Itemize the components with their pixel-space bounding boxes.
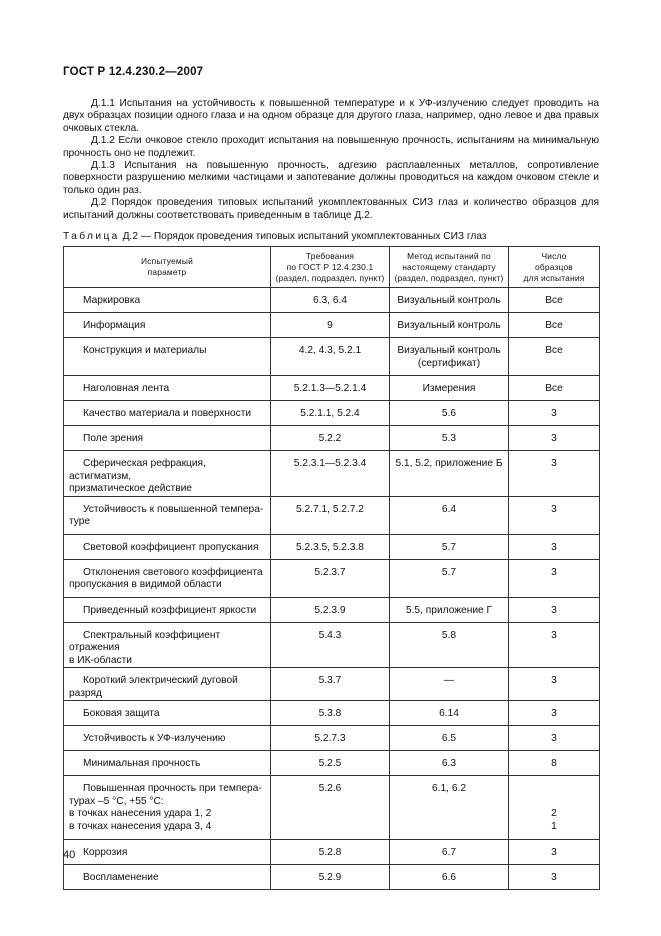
cell-test-method <box>390 559 509 597</box>
cell-line: Минимальная прочность <box>83 758 201 769</box>
cell-line: 5.4.3 <box>318 629 342 641</box>
cell-test-method <box>390 338 509 376</box>
cell-sample-count <box>509 288 600 313</box>
cell-line: в точках нанесения удара 3, 4 <box>69 820 212 832</box>
table-row <box>64 376 600 401</box>
cell-sample-count <box>509 701 600 726</box>
cell-line: 6.3, 6.4 <box>313 295 347 306</box>
cell-line: 6.6 <box>441 872 457 883</box>
table-row <box>64 840 600 865</box>
cell-line: (сертификат) <box>417 357 481 369</box>
cell-line: 3 <box>551 566 557 578</box>
cell-line: по ГОСТ Р 12.4.230.1 <box>286 261 374 272</box>
cell-sample-count <box>509 559 600 597</box>
table-row <box>64 401 600 426</box>
cell-line: 3 <box>551 503 557 515</box>
cell-line: Световой коэффициент пропускания <box>83 541 259 553</box>
cell-requirements <box>271 401 390 426</box>
cell-line: 5.2.9 <box>318 872 342 883</box>
cell-requirements <box>271 338 390 376</box>
cell-line: 3 <box>551 872 557 883</box>
table-caption <box>63 231 487 242</box>
cell-line: — <box>443 675 455 686</box>
cell-test-method <box>390 668 509 701</box>
cell-test-method <box>390 376 509 401</box>
cell-line: Короткий электрический дуговой разряд <box>69 675 238 699</box>
cell-line: Устойчивость к УФ-излучению <box>83 733 226 744</box>
cell-line: 5.2.7.1, 5.2.7.2 <box>296 503 364 515</box>
document-code-header: ГОСТ Р 12.4.230.2—2007 <box>63 66 204 78</box>
cell-line: 3 <box>551 847 557 858</box>
cell-line: Все <box>545 345 563 356</box>
cell-line: 4.2, 4.3, 5.2.1 <box>298 345 362 356</box>
cell-line: Качество материала и поверхности <box>83 408 252 419</box>
cell-sample-count <box>509 668 600 701</box>
table-row <box>64 338 600 376</box>
cell-line: 1 <box>551 820 557 832</box>
cell-requirements <box>271 751 390 776</box>
cell-line: 5.2.6 <box>318 783 342 794</box>
cell-line: 3 <box>551 675 557 686</box>
cell-test-method <box>390 496 509 534</box>
cell-line: 5.3.8 <box>318 708 342 719</box>
cell-line: для испытания <box>523 272 585 283</box>
cell-line: туре <box>69 516 91 527</box>
cell-parameter <box>64 865 271 890</box>
cell-line: Наголовная лента <box>83 383 170 394</box>
header-requirements <box>271 247 390 288</box>
cell-line: 3 <box>551 708 557 719</box>
cell-line: Спектральный коэффициент отражения <box>69 629 221 653</box>
cell-line: Приведенный коэффициент яркости <box>83 604 257 616</box>
table-row <box>64 451 600 497</box>
cell-parameter <box>64 726 271 751</box>
cell-parameter <box>64 622 271 668</box>
cell-requirements <box>271 726 390 751</box>
table-row <box>64 559 600 597</box>
table-row <box>64 865 600 890</box>
table-row <box>64 668 600 701</box>
cell-line: 5.5, приложение Г <box>405 604 493 616</box>
table-row <box>64 622 600 668</box>
cell-line: 5.2.5 <box>318 758 342 769</box>
cell-line: турах –5 °С, +55 °С: <box>69 795 164 807</box>
cell-line: Визуальный контроль <box>397 345 501 356</box>
cell-line: настоящему стандарту <box>402 261 496 272</box>
cell-requirements <box>271 559 390 597</box>
cell-line: Воспламенение <box>83 872 159 883</box>
cell-line: 3 <box>551 604 557 616</box>
cell-sample-count <box>509 338 600 376</box>
cell-line: 3 <box>551 733 557 744</box>
cell-test-method <box>390 865 509 890</box>
cell-parameter <box>64 401 271 426</box>
table-row <box>64 496 600 534</box>
cell-test-method <box>390 288 509 313</box>
cell-line: параметр <box>147 267 187 277</box>
cell-test-method <box>390 840 509 865</box>
cell-line: Отклонения светового коэффициента <box>83 566 263 578</box>
cell-line: 6.5 <box>441 733 457 744</box>
table-caption-text: Д.2 — Порядок проведения типовых испытаний укомплектованных СИЗ глаз <box>122 231 487 242</box>
cell-line: 9 <box>327 320 333 331</box>
table-row <box>64 776 600 840</box>
cell-line: 5.8 <box>441 629 457 641</box>
page-number: 40 <box>63 849 76 861</box>
cell-requirements <box>271 668 390 701</box>
cell-test-method <box>390 401 509 426</box>
cell-line: в точках нанесения удара 1, 2 <box>69 808 212 819</box>
cell-test-method <box>390 426 509 451</box>
cell-line: Число <box>541 250 567 261</box>
table-row <box>64 726 600 751</box>
cell-test-method <box>390 313 509 338</box>
body-text <box>63 98 599 222</box>
cell-parameter <box>64 288 271 313</box>
cell-line: 6.4 <box>441 503 457 515</box>
cell-sample-count <box>509 726 600 751</box>
cell-line: Визуальный контроль <box>397 320 501 331</box>
cell-requirements <box>271 376 390 401</box>
table-header-row <box>64 247 600 288</box>
table-row <box>64 751 600 776</box>
cell-parameter <box>64 668 271 701</box>
cell-parameter <box>64 559 271 597</box>
cell-sample-count <box>509 622 600 668</box>
cell-requirements <box>271 534 390 559</box>
table-row <box>64 288 600 313</box>
cell-parameter <box>64 840 271 865</box>
cell-parameter <box>64 426 271 451</box>
paragraph-d-1-3: Д.1.3 Испытания на повышенную прочность, адгезию расплавленных металлов, сопротивление поверхности разрушению мелкими частицами и запотевание должны проводиться на каждом очковом стекле и только один раз. <box>63 160 599 196</box>
cell-line: 6.14 <box>439 708 459 719</box>
table-row <box>64 534 600 559</box>
cell-test-method <box>390 751 509 776</box>
cell-test-method <box>390 597 509 622</box>
cell-parameter <box>64 597 271 622</box>
cell-line: Поле зрения <box>83 433 144 444</box>
cell-requirements <box>271 840 390 865</box>
cell-line: Информация <box>83 320 146 331</box>
cell-requirements <box>271 426 390 451</box>
cell-line: 5.3.7 <box>318 675 342 686</box>
cell-line: Повышенная прочность при темпера- <box>83 783 262 794</box>
cell-line: призматическое действие <box>69 483 192 494</box>
header-parameter <box>64 247 271 288</box>
header-test-method <box>390 247 509 288</box>
cell-requirements <box>271 496 390 534</box>
table-row <box>64 701 600 726</box>
cell-sample-count <box>509 376 600 401</box>
cell-sample-count <box>509 401 600 426</box>
cell-requirements <box>271 597 390 622</box>
cell-line: образцов <box>535 261 573 272</box>
cell-parameter <box>64 451 271 497</box>
cell-test-method <box>390 622 509 668</box>
cell-line: 5.2.1.3—5.2.1.4 <box>293 383 367 394</box>
cell-line: 5.2.2 <box>318 433 342 444</box>
cell-line: 3 <box>551 629 557 641</box>
cell-line: Измерения <box>422 383 476 394</box>
cell-parameter <box>64 751 271 776</box>
cell-line: Требования <box>305 250 355 261</box>
cell-sample-count <box>509 840 600 865</box>
cell-test-method <box>390 726 509 751</box>
cell-requirements <box>271 776 390 840</box>
cell-line: 5.2.8 <box>318 847 342 858</box>
cell-parameter <box>64 701 271 726</box>
cell-sample-count <box>509 496 600 534</box>
cell-line: Визуальный контроль <box>397 295 501 306</box>
cell-line: 5.2.3.5, 5.2.3.8 <box>296 541 364 553</box>
cell-requirements <box>271 701 390 726</box>
cell-sample-count <box>509 451 600 497</box>
cell-line: Все <box>545 320 563 331</box>
cell-sample-count <box>509 751 600 776</box>
cell-line: 6.1, 6.2 <box>432 783 466 794</box>
cell-parameter <box>64 534 271 559</box>
cell-requirements <box>271 313 390 338</box>
cell-parameter <box>64 313 271 338</box>
test-order-table <box>63 246 600 890</box>
cell-sample-count <box>509 597 600 622</box>
cell-line: 5.2.3.9 <box>314 604 346 616</box>
cell-line: Маркировка <box>83 295 141 306</box>
cell-line: пропускания в видимой области <box>69 579 222 590</box>
cell-line: Коррозия <box>83 847 128 858</box>
cell-line: 8 <box>551 758 557 769</box>
cell-line: 5.2.3.7 <box>314 566 346 578</box>
cell-test-method <box>390 451 509 497</box>
cell-line: 6.3 <box>441 758 457 769</box>
cell-test-method <box>390 701 509 726</box>
cell-line: Конструкция и материалы <box>83 345 207 356</box>
cell-line: Все <box>545 295 563 306</box>
cell-requirements <box>271 622 390 668</box>
cell-line: 5.2.7.3 <box>314 733 346 744</box>
cell-sample-count <box>509 426 600 451</box>
cell-parameter <box>64 376 271 401</box>
cell-line: Испытуемый <box>141 256 193 266</box>
header-sample-count <box>509 247 600 288</box>
cell-line: Все <box>545 383 563 394</box>
cell-parameter <box>64 338 271 376</box>
table-row <box>64 313 600 338</box>
cell-line: 5.2.3.1—5.2.3.4 <box>293 458 367 469</box>
cell-line: 3 <box>551 458 557 469</box>
cell-parameter <box>64 496 271 534</box>
cell-line: Устойчивость к повышенной темпера- <box>83 503 264 515</box>
cell-requirements <box>271 451 390 497</box>
cell-requirements <box>271 288 390 313</box>
cell-line: 5.6 <box>441 408 457 419</box>
cell-test-method <box>390 534 509 559</box>
cell-line: Сферическая рефракция, астигматизм, <box>69 458 206 482</box>
paragraph-d-2: Д.2 Порядок проведения типовых испытаний укомплектованных СИЗ глаз и количество образцов для испытаний должны соответствовать приведенным в таблице Д.2. <box>63 197 599 221</box>
cell-line: Боковая защита <box>83 708 160 719</box>
table-row <box>64 426 600 451</box>
cell-test-method <box>390 776 509 840</box>
cell-line: 3 <box>551 408 557 419</box>
cell-line: 5.7 <box>441 566 457 578</box>
cell-line: (раздел, подраздел, пункт) <box>275 272 385 283</box>
cell-sample-count <box>509 865 600 890</box>
cell-line: 5.2.1.1, 5.2.4 <box>300 408 360 419</box>
cell-line: 5.1, 5.2, приложение Б <box>395 458 503 469</box>
paragraph-d-1-1: Д.1.1 Испытания на устойчивость к повышенной температуре и к УФ-излучению следует проводить на двух образцах позиции одного глаза и на одном образце для другого глаза, например, одно левое и два правых очковых стекла. <box>63 98 599 134</box>
table-row <box>64 597 600 622</box>
cell-parameter <box>64 776 271 840</box>
paragraph-d-1-2: Д.1.2 Если очковое стекло проходит испытания на повышенную прочность, испытаниям на минимальную прочность оно не подлежит. <box>63 135 599 159</box>
cell-line: 6.7 <box>441 847 457 858</box>
table-body <box>64 288 600 890</box>
cell-requirements <box>271 865 390 890</box>
cell-line: 5.7 <box>441 541 457 553</box>
cell-line: 2 <box>551 808 557 819</box>
cell-sample-count <box>509 776 600 840</box>
cell-line: 5.3 <box>441 433 457 444</box>
cell-line: Метод испытаний по <box>407 250 491 261</box>
cell-line: 3 <box>551 541 557 553</box>
cell-line: (раздел, подраздел, пункт) <box>394 272 504 283</box>
cell-sample-count <box>509 313 600 338</box>
cell-line: 3 <box>551 433 557 444</box>
cell-line: в ИК-области <box>69 654 132 666</box>
cell-sample-count <box>509 534 600 559</box>
table-caption-label: Таблица <box>63 231 120 242</box>
